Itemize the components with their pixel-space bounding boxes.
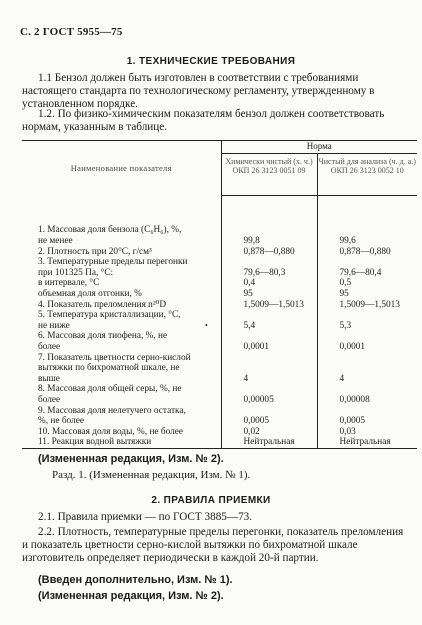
amendment-note-2-text: Разд. 1. (Измененная редакция, Изм. № 1).	[52, 469, 251, 481]
value-pure-for-analysis-line: 0,00008	[339, 395, 370, 405]
paragraph-2-2: 2.2. Плотность, температурные пределы перегонки, показатель преломления и показатель цветности серно-кислой вытяжки по бихроматной шкале изготовитель определяет периодически в каждой 20-й партии.	[22, 526, 404, 565]
table-cell-indicator-name	[22, 353, 221, 385]
indicator-name-line: не менее	[38, 235, 73, 246]
indicator-name-line: объемная доля отгонки, %	[38, 289, 142, 300]
indicator-name-line: %, не более	[38, 416, 84, 427]
table-cell-indicator-name	[22, 310, 221, 331]
amendment-note-4: (Измененная редакция, Изм. № 2).	[38, 590, 224, 602]
table-row	[22, 437, 417, 448]
table-row	[22, 406, 417, 427]
column-header-norm: Норма	[221, 141, 417, 154]
table-cell-value-pure-for-analysis	[317, 406, 417, 427]
value-pure-for-analysis-line: 0,0005	[339, 416, 366, 427]
indicator-name-line: 9. Массовая доля нелетучего остатка,	[38, 405, 186, 416]
value-pure-for-analysis-line: 0,03	[339, 426, 356, 437]
table-cell-indicator-name	[22, 384, 221, 405]
table-cell-value-pure-for-analysis	[317, 437, 417, 448]
value-pure-for-analysis-line: 1,5009—1,5013	[339, 299, 400, 310]
table-cell-value-chemically-pure	[221, 195, 317, 247]
indicator-name-line: выше	[38, 373, 60, 384]
indicator-name-line: 4. Показатель преломления n²⁰D	[38, 299, 167, 310]
indicator-name-line: 1. Массовая доля бензола (C₆H₆), %,	[38, 225, 182, 235]
table-cell-value-chemically-pure	[221, 437, 317, 448]
table-cell-indicator-name	[22, 437, 221, 448]
table-cell-value-pure-for-analysis	[317, 300, 417, 311]
value-chemically-pure-line: 0,00005	[243, 395, 274, 405]
table-cell-value-chemically-pure	[221, 406, 317, 427]
table-cell-value-chemically-pure	[221, 300, 317, 311]
section-2-title: 2. ПРАВИЛА ПРИЕМКИ	[151, 495, 271, 506]
value-chemically-pure-line: 0,4	[243, 278, 256, 289]
value-chemically-pure-line: Нейтральная	[243, 437, 295, 448]
table-cell-value-chemically-pure	[221, 384, 317, 405]
table-cell-value-chemically-pure	[221, 257, 317, 299]
table-cell-value-chemically-pure	[221, 331, 317, 352]
value-pure-for-analysis-line: 0,5	[339, 278, 352, 289]
value-pure-for-analysis-line: Нейтральная	[339, 437, 391, 448]
value-chemically-pure-line: 4	[243, 373, 249, 384]
indicator-name-line: не ниже	[38, 320, 70, 331]
table-cell-value-pure-for-analysis	[317, 257, 417, 299]
indicator-name-line: в интервале, °С	[38, 278, 100, 289]
indicator-name-line: более	[38, 342, 61, 353]
table-cell-indicator-name	[22, 331, 221, 352]
value-pure-for-analysis-line: 0,0001	[339, 342, 366, 353]
table-cell-indicator-name	[22, 300, 221, 311]
table-cell-value-pure-for-analysis	[317, 331, 417, 352]
paragraph-1-2: 1.2. По физико-химическим показателям бензол должен соответствовать нормам, указанным в таблице.	[22, 108, 385, 134]
column-header-name: Наименование показателя	[22, 141, 221, 196]
table-cell-indicator-name	[22, 427, 221, 438]
value-chemically-pure-line: 1,5009—1,5013	[243, 299, 304, 310]
table-cell-indicator-name	[22, 257, 221, 299]
indicator-name-line: 10. Массовая доля воды, %, не более	[38, 426, 184, 437]
table-cell-value-chemically-pure	[221, 310, 317, 331]
table-cell-value-pure-for-analysis	[317, 353, 417, 385]
value-chemically-pure-line: 0,02	[243, 426, 260, 437]
column-header-grade-chemically-pure: Химически чистый (х. ч.) ОКП 26 3123 0051 09	[221, 154, 317, 196]
indicator-name-line: 3. Температурные пределы перегонки	[38, 257, 188, 268]
table-cell-indicator-name	[22, 247, 221, 258]
table-row	[22, 310, 417, 331]
table-cell-value-chemically-pure	[221, 247, 317, 258]
value-pure-for-analysis-line: 5,3	[339, 320, 352, 331]
indicator-name-line: 6. Массовая доля тиофена, %, не	[38, 331, 168, 342]
value-pure-for-analysis-line: 0,878—0,880	[339, 246, 391, 257]
amendment-note-1: (Измененная редакция, Изм. № 2).	[38, 453, 224, 465]
table-row	[22, 247, 417, 258]
value-chemically-pure-line: 95	[243, 289, 253, 300]
indicator-name-line: при 101325 Па, °С:	[38, 267, 114, 278]
value-chemically-pure-line: 0,0001	[243, 342, 270, 353]
table-cell-indicator-name	[22, 406, 221, 427]
column-header-grade-pure-for-analysis: Чистый для анализа (ч. д. а.) ОКП 26 3123 0052 10	[317, 154, 417, 196]
norms-table	[22, 140, 417, 449]
section-1-title: 1. ТЕХНИЧЕСКИЕ ТРЕБОВАНИЯ	[126, 56, 296, 67]
stray-mark: •	[205, 321, 208, 330]
value-chemically-pure-line: 5,4	[243, 320, 256, 331]
amendment-note-2	[52, 469, 250, 481]
indicator-name-line: вытяжки по бихроматной шкале, не	[38, 363, 180, 374]
indicator-name-line: 2. Плотность при 20°С, г/см³	[38, 246, 152, 257]
table-cell-value-pure-for-analysis	[317, 384, 417, 405]
amendment-note-3: (Введен дополнительно, Изм. № 1).	[38, 574, 233, 586]
value-pure-for-analysis-line: 95	[339, 289, 349, 300]
indicator-name-line: 11. Реакция водной вытяжки	[38, 437, 152, 448]
value-chemically-pure-line: 79,6—80,3	[243, 267, 286, 278]
norms-table-body	[22, 195, 417, 448]
paragraph-1-1: 1.1 Бензол должен быть изготовлен в соответствии с требованиями настоящего стандарта по технологическому регламенту, утвержденному в установленном порядке.	[22, 72, 375, 111]
value-pure-for-analysis-line: 99,6	[339, 236, 356, 247]
table-cell-value-pure-for-analysis	[317, 195, 417, 247]
value-chemically-pure-line: 99,8	[243, 236, 260, 247]
table-cell-value-pure-for-analysis	[317, 310, 417, 331]
indicator-name-line: 5. Температура кристаллизации, °С,	[38, 310, 181, 321]
table-row	[22, 353, 417, 385]
value-pure-for-analysis-line: 79,6—80,4	[339, 267, 382, 278]
table-row	[22, 195, 417, 247]
table-cell-value-pure-for-analysis	[317, 427, 417, 438]
value-pure-for-analysis-line: 4	[339, 373, 345, 384]
table-cell-value-chemically-pure	[221, 427, 317, 438]
value-chemically-pure-line: 0,878—0,880	[243, 246, 295, 257]
table-row	[22, 427, 417, 438]
table-row	[22, 257, 417, 299]
paragraph-2-1: 2.1. Правила приемки — по ГОСТ 3885—73.	[38, 511, 253, 523]
indicator-name-line: 8. Массовая доля общей серы, %, не	[38, 384, 182, 395]
table-row	[22, 384, 417, 405]
table-row	[22, 331, 417, 352]
value-chemically-pure-line: 0,0005	[243, 416, 270, 427]
page-header: С. 2 ГОСТ 5955—75	[20, 26, 123, 38]
table-cell-value-chemically-pure	[221, 353, 317, 385]
table-row	[22, 300, 417, 311]
table-cell-indicator-name	[22, 195, 221, 247]
indicator-name-line: 7. Показатель цветности серно-кислой	[38, 352, 191, 363]
table-cell-value-pure-for-analysis	[317, 247, 417, 258]
indicator-name-line: более	[38, 395, 61, 405]
